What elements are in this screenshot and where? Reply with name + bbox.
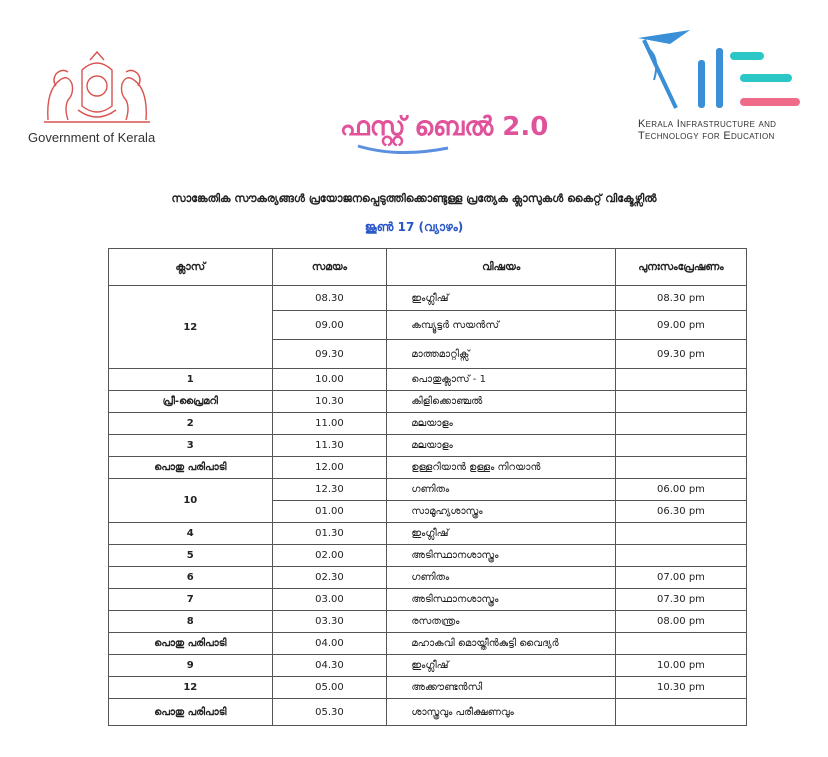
subject-cell: മാത്തമാറ്റിക്സ് xyxy=(387,340,616,369)
subject-cell: ഇംഗ്ലീഷ് xyxy=(387,286,616,311)
rebroadcast-cell: 08.00 pm xyxy=(615,611,746,633)
kite-logo xyxy=(630,30,810,115)
table-row xyxy=(109,545,747,567)
class-cell: 5 xyxy=(109,545,273,567)
class-cell: പ്രീ-പ്രൈമറി xyxy=(109,391,273,413)
time-cell: 09.00 xyxy=(272,311,387,340)
schedule-title: സാങ്കേതിക സൗകര്യങ്ങൾ പ്രയോജനപ്പെടുത്തിക്കൊണ്ടുള്ള പ്രത്യേക ക്ലാസുകൾ കൈറ്റ് വിക്ടേഴ്സിൽ xyxy=(171,192,657,205)
rebroadcast-cell xyxy=(615,369,746,391)
subject-cell: ഇംഗ്ലീഷ് xyxy=(387,523,616,545)
rebroadcast-cell: 07.30 pm xyxy=(615,589,746,611)
rebroadcast-cell: 06.30 pm xyxy=(615,501,746,523)
class-cell: പൊതു പരിപാടി xyxy=(109,699,273,726)
time-cell: 05.30 xyxy=(272,699,387,726)
rebroadcast-cell xyxy=(615,413,746,435)
government-of-kerala-label: Government of Kerala xyxy=(28,130,156,145)
page-header xyxy=(0,0,828,180)
subject-cell: രസതന്ത്രം xyxy=(387,611,616,633)
rebroadcast-cell: 08.30 pm xyxy=(615,286,746,311)
class-cell: 9 xyxy=(109,655,273,677)
rebroadcast-cell xyxy=(615,391,746,413)
time-cell: 02.30 xyxy=(272,567,387,589)
time-cell: 08.30 xyxy=(272,286,387,311)
class-cell: 8 xyxy=(109,611,273,633)
schedule-date: ജൂൺ 17 (വ്യാഴം) xyxy=(364,220,464,234)
table-header-row xyxy=(109,249,747,286)
class-cell: 7 xyxy=(109,589,273,611)
subject-cell: മലയാളം xyxy=(387,413,616,435)
time-cell: 05.00 xyxy=(272,677,387,699)
class-cell: 12 xyxy=(109,677,273,699)
kerala-emblem-icon xyxy=(38,50,156,128)
time-cell: 10.00 xyxy=(272,369,387,391)
table-row xyxy=(109,413,747,435)
subject-cell: ഇംഗ്ലീഷ് xyxy=(387,655,616,677)
subject-cell: കമ്പ്യൂട്ടർ സയൻസ് xyxy=(387,311,616,340)
table-row xyxy=(109,286,747,311)
table-row xyxy=(109,677,747,699)
rebroadcast-cell: 09.00 pm xyxy=(615,311,746,340)
time-cell: 11.30 xyxy=(272,435,387,457)
subject-cell: പൊതുക്ലാസ് - 1 xyxy=(387,369,616,391)
subject-cell: ഗണിതം xyxy=(387,567,616,589)
time-cell: 12.30 xyxy=(272,479,387,501)
subject-cell: മലയാളം xyxy=(387,435,616,457)
column-header-rebroadcast: പുനഃസംപ്രേഷണം xyxy=(615,249,746,286)
table-row xyxy=(109,523,747,545)
time-cell: 01.30 xyxy=(272,523,387,545)
table-row xyxy=(109,391,747,413)
class-cell: പൊതു പരിപാടി xyxy=(109,633,273,655)
rebroadcast-cell: 06.00 pm xyxy=(615,479,746,501)
rebroadcast-cell xyxy=(615,545,746,567)
time-cell: 04.30 xyxy=(272,655,387,677)
time-cell: 03.30 xyxy=(272,611,387,633)
table-row xyxy=(109,457,747,479)
subject-cell: ഗണിതം xyxy=(387,479,616,501)
column-header-time: സമയം xyxy=(272,249,387,286)
class-cell: 4 xyxy=(109,523,273,545)
schedule-table xyxy=(108,248,747,726)
table-row xyxy=(109,699,747,726)
kite-fullname-line1: Kerala Infrastructure and xyxy=(638,118,777,130)
class-cell: 1 xyxy=(109,369,273,391)
time-cell: 01.00 xyxy=(272,501,387,523)
subject-cell: അടിസ്ഥാനശാസ്ത്രം xyxy=(387,545,616,567)
class-cell: 12 xyxy=(109,286,273,369)
time-cell: 02.00 xyxy=(272,545,387,567)
subject-cell: അക്കൗണ്ടൻസി xyxy=(387,677,616,699)
time-cell: 09.30 xyxy=(272,340,387,369)
class-cell: 3 xyxy=(109,435,273,457)
table-row xyxy=(109,435,747,457)
rebroadcast-cell xyxy=(615,633,746,655)
table-row xyxy=(109,655,747,677)
kite-fullname xyxy=(638,118,776,142)
table-row xyxy=(109,369,747,391)
table-row xyxy=(109,589,747,611)
rebroadcast-cell: 09.30 pm xyxy=(615,340,746,369)
table-row xyxy=(109,633,747,655)
subject-cell: കിളിക്കൊഞ്ചൽ xyxy=(387,391,616,413)
rebroadcast-cell: 10.30 pm xyxy=(615,677,746,699)
subject-cell: അടിസ്ഥാനശാസ്ത്രം xyxy=(387,589,616,611)
time-cell: 10.30 xyxy=(272,391,387,413)
rebroadcast-cell xyxy=(615,457,746,479)
time-cell: 03.00 xyxy=(272,589,387,611)
table-row xyxy=(109,479,747,501)
table-row xyxy=(109,567,747,589)
time-cell: 11.00 xyxy=(272,413,387,435)
subject-cell: സാമൂഹ്യശാസ്ത്രം xyxy=(387,501,616,523)
column-header-class: ക്ലാസ് xyxy=(109,249,273,286)
rebroadcast-cell xyxy=(615,699,746,726)
rebroadcast-cell xyxy=(615,523,746,545)
subject-cell: ശാസ്ത്രവും പരീക്ഷണവും xyxy=(387,699,616,726)
table-row xyxy=(109,611,747,633)
class-cell: 2 xyxy=(109,413,273,435)
first-bell-logo xyxy=(338,80,549,165)
subject-cell: ഉള്ളറിയാൻ ഉള്ളം നിറയാൻ xyxy=(387,457,616,479)
first-bell-logo-text: ഫസ്റ്റ് ബെൽ 2.0 xyxy=(340,112,549,142)
column-header-subject: വിഷയം xyxy=(387,249,616,286)
rebroadcast-cell xyxy=(615,435,746,457)
time-cell: 12.00 xyxy=(272,457,387,479)
rebroadcast-cell: 07.00 pm xyxy=(615,567,746,589)
rebroadcast-cell: 10.00 pm xyxy=(615,655,746,677)
time-cell: 04.00 xyxy=(272,633,387,655)
class-cell: 10 xyxy=(109,479,273,523)
class-cell: 6 xyxy=(109,567,273,589)
kite-fullname-line2: Technology for Education xyxy=(638,130,775,142)
class-cell: പൊതു പരിപാടി xyxy=(109,457,273,479)
subject-cell: മഹാകവി മൊയ്തീൻകുട്ടി വൈദ്യർ xyxy=(387,633,616,655)
